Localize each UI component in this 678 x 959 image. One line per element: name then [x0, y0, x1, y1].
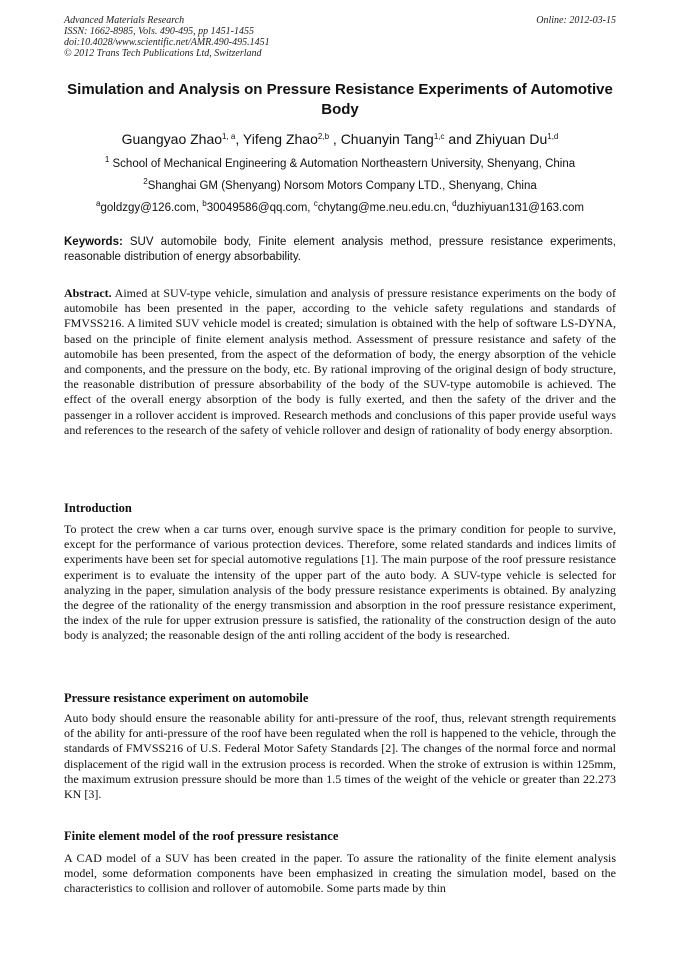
paper-title: Simulation and Analysis on Pressure Resistance Experiments of Automotive Body [67, 81, 613, 118]
author-name: Yifeng Zhao [242, 131, 318, 147]
affiliation-text: School of Mechanical Engineering & Automation Northeastern University, Shenyang, China [109, 158, 576, 170]
affiliation-2 [64, 178, 616, 194]
email-address[interactable]: chytang@me.neu.edu.cn, [317, 202, 453, 214]
author-separator: and [444, 131, 476, 147]
keywords-text: SUV automobile body, Finite element analysis method, pressure resistance experiments, reasonable distribution of energy absorbability. [64, 236, 616, 263]
abstract-label: Abstract. [64, 286, 112, 300]
finite-element-paragraph: A CAD model of a SUV has been created in the paper. To assure the rationality of the finite element analysis model, some deformation components have been emphasized in creating the simulation model, based on the characteristics to collision and rollover of automobile. Some parts made by thin [64, 851, 616, 896]
author-separator: , [329, 131, 341, 147]
abstract-block [64, 286, 616, 438]
author-list [64, 129, 616, 149]
online-date: Online: 2012-03-15 [536, 15, 616, 26]
author-name: Zhiyuan Du [475, 131, 548, 147]
email-list [64, 200, 616, 216]
issn-line: ISSN: 1662-8985, Vols. 490-495, pp 1451-1455 [64, 26, 254, 37]
doi-line[interactable]: doi:10.4028/www.scientific.net/AMR.490-495.1451 [64, 37, 270, 48]
section-heading-pressure-experiment: Pressure resistance experiment on automobile [64, 691, 309, 705]
author-name: Guangyao Zhao [121, 131, 223, 147]
author-affil-marker: 1, a [222, 132, 236, 141]
affiliation-1 [64, 156, 616, 172]
journal-name: Advanced Materials Research [64, 15, 185, 26]
keywords-label: Keywords: [64, 236, 123, 248]
author-affil-marker: 2,b [317, 132, 330, 141]
email-marker: c [313, 199, 318, 208]
author-affil-marker: 1,d [547, 132, 559, 141]
copyright-line: © 2012 Trans Tech Publications Ltd, Switzerland [64, 48, 262, 59]
email-marker: d [452, 199, 457, 208]
journal-header [64, 15, 616, 59]
section-heading-finite-element-model: Finite element model of the roof pressure resistance [64, 829, 339, 843]
email-address[interactable]: goldzgy@126.com, [100, 202, 203, 214]
section-heading-introduction: Introduction [64, 501, 132, 515]
affiliation-text: Shanghai GM (Shenyang) Norsom Motors Company LTD., Shenyang, China [147, 180, 537, 192]
keywords-block [64, 235, 616, 265]
abstract-text: Aimed at SUV-type vehicle, simulation and analysis of pressure resistance experiments on the body of automobile has been presented in the paper, according to the vehicle safety regulations and standards of FMVSS216. A limited SUV vehicle model is created; simulation is obtained with the help of software LS-DYNA, based on the principle of finite element analysis method. Assessment of pressure resistance and safety of the automobile has been presented, from the aspect of the deformation of body, the energy absorption of the vehicle and components, and the pressure on the body, etc. By rational improving of the original design of body structure, the reasonable distribution of pressure absorbability of the body of the SUV-type automobile is achieved. The effect of the overall energy absorption of the body is fully exerted, and then the safety of the driver and the passenger in a rollover accident is improved. Research methods and conclusions of this paper provide useful ways and references to the research of the safety of vehicle rollover and design of rationality of body energy absorption. [64, 286, 616, 437]
affiliation-marker: 2 [143, 177, 148, 186]
pressure-experiment-paragraph: Auto body should ensure the reasonable ability for anti-pressure of the roof, thus, relevant strength requirements of the ability for anti-pressure of the roof have been regulated when the roll is happened to the vehicle, through the standards of FMVSS216 of U.S. Federal Motor Safety Standards [2]. The changes of the normal force and normal displacement of the rigid wall in the extrusion process is recorded. When the stroke of extrusion is within 125mm, the maximum extrusion pressure should be more than 1.5 times of the weight of the vehicle or greater than 22.273 KN [3]. [64, 711, 616, 802]
email-address[interactable]: 30049586@qq.com, [206, 202, 314, 214]
affiliation-marker: 1 [104, 155, 110, 164]
email-marker: b [202, 199, 207, 208]
email-address[interactable]: duzhiyuan131@163.com [456, 202, 584, 214]
email-marker: a [96, 199, 101, 208]
author-separator: , [235, 131, 243, 147]
introduction-paragraph: To protect the crew when a car turns over, enough survive space is the primary condition for people to survive, except for the performance of various protection devices. Therefore, some related standards and indices limits of experiments have been set for special automotive regulations [1]. The main purpose of the roof pressure resistance experiment is to evaluate the intensity of the upper part of the auto body. A SUV-type vehicle is selected for analyzing in the paper, simulation analysis of the body pressure resistance experiments is obtained. By analyzing the degree of the rationality of the energy transmission and absorption in the roof pressure resistance experiment, the index of the rule for upper extrusion pressure is satisfied, the rationality of the construction design of the auto body is analyzed; the reasonable design of the anti rolling accident of the body is researched. [64, 522, 616, 643]
author-affil-marker: 1,c [433, 132, 445, 141]
author-name: Chuanyin Tang [340, 131, 434, 147]
